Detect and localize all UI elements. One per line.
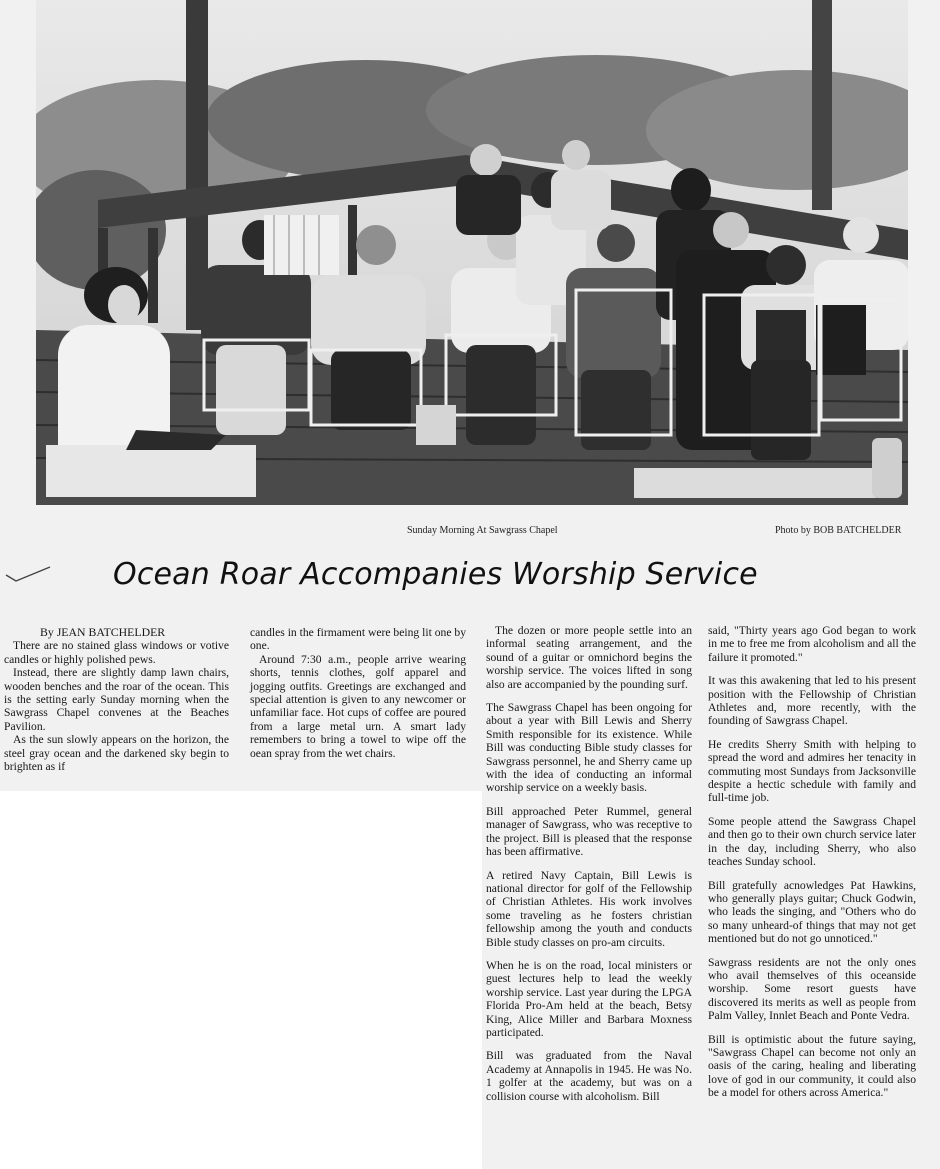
- paragraph: candles in the firmament were being lit one by one.: [250, 626, 466, 653]
- article-column-1: [4, 626, 229, 773]
- paragraph: The Sawgrass Chapel has been ongoing for about a year with Bill Lewis and Sherry Smith responsible for its existence. While Bill was conducting Bible study classes for Sawgrass personnel, he and Sherry came up with the idea of conducting an informal worship service on a weekly basis.: [486, 701, 692, 795]
- article-headline: Ocean Roar Accompanies Worship Service: [113, 557, 758, 592]
- paragraph: Bill approached Peter Rummel, general manager of Sawgrass, who was receptive to the project. Bill is pleased that the response has been affirmative.: [486, 804, 692, 859]
- paragraph: The dozen or more people settle into an informal seating arrangement, and the sound of a guitar or omnichord begins the worship service. The voices lifted in song also are accompanied by the pounding surf.: [486, 624, 692, 691]
- paragraph: Around 7:30 a.m., people arrive wearing shorts, tennis clothes, golf apparel and jogging outfits. Greetings are exchanged and special attention is given to any newcomer or unfamiliar face. Hot cups of coffee are poured from a large metal urn. A smart lady remembers to bring a towel to wipe off the oean spray from the wet chairs.: [250, 652, 466, 760]
- paragraph: said, "Thirty years ago God began to work in me to free me from alcoholism and all the failure it promoted.": [708, 624, 916, 664]
- paragraph: Bill is optimistic about the future saying, "Sawgrass Chapel can become not only an oasis of the caring, healing and liberating love of god in our community, it could also be a model for others across America.": [708, 1032, 916, 1100]
- paragraph: As the sun slowly appears on the horizon, the steel gray ocean and the darkened sky begin to brighten as if: [4, 733, 229, 774]
- article-column-4: [708, 624, 916, 1100]
- photo-caption: Sunday Morning At Sawgrass Chapel: [407, 525, 558, 536]
- article-column-2: [250, 626, 466, 760]
- article-column-3: [486, 624, 692, 1103]
- byline: By JEAN BATCHELDER: [40, 625, 166, 639]
- paragraph: There are no stained glass windows or votive candles or highly polished pews.: [4, 639, 229, 666]
- paragraph: When he is on the road, local ministers or guest lectures help to lead the weekly worship service. Last year during the LPGA Florida Pro-Am held at the beach, Betsy King, Alice Miller and Barbara Moxness participated.: [486, 958, 692, 1039]
- paragraph: Some people attend the Sawgrass Chapel and then go to their own church service later in the day, including Sherry, who also teaches Sunday school.: [708, 814, 916, 869]
- news-photo: [36, 0, 908, 505]
- paragraph: Instead, there are slightly damp lawn chairs, wooden benches and the roar of the ocean. This is the setting early Sunday morning when the Sawgrass Chapel convenes at the Beaches Pavilion.: [4, 666, 229, 733]
- paragraph: Bill gratefully acnowledges Pat Hawkins, who generally plays guitar; Chuck Godwin, who leads the singing, and "Others who do so many unheard-of things that may not get mentioned but do not go unnoticed.": [708, 878, 916, 946]
- paragraph: Bill was graduated from the Naval Academy at Annapolis in 1945. He was No. 1 golfer at the academy, but was on a collision course with alcoholism. Bill: [486, 1049, 692, 1103]
- photo-credit: Photo by BOB BATCHELDER: [775, 525, 902, 536]
- paragraph: A retired Navy Captain, Bill Lewis is national director for golf of the Fellowship of Christian Athletes. His work involves some traveling as he fosters christian fellowship among the youth and conducts Bible study classes on pro-am circuits.: [486, 868, 692, 949]
- paragraph: Sawgrass residents are not the only ones who avail themselves of this oceanside worship. Some resort guests have discovered its merits as well as people from Palm Valley, Innlet Beach and Ponte Vedra.: [708, 955, 916, 1023]
- paragraph: He credits Sherry Smith with helping to spread the word and admires her tenacity in commuting most Sundays from Jacksonville despite a hectic schedule with family and full-time job.: [708, 737, 916, 805]
- paragraph: It was this awakening that led to his present position with the Fellowship of Christian Athletes and, more recently, with the founding of Sawgrass Chapel.: [708, 674, 916, 728]
- check-mark-icon: [4, 565, 52, 585]
